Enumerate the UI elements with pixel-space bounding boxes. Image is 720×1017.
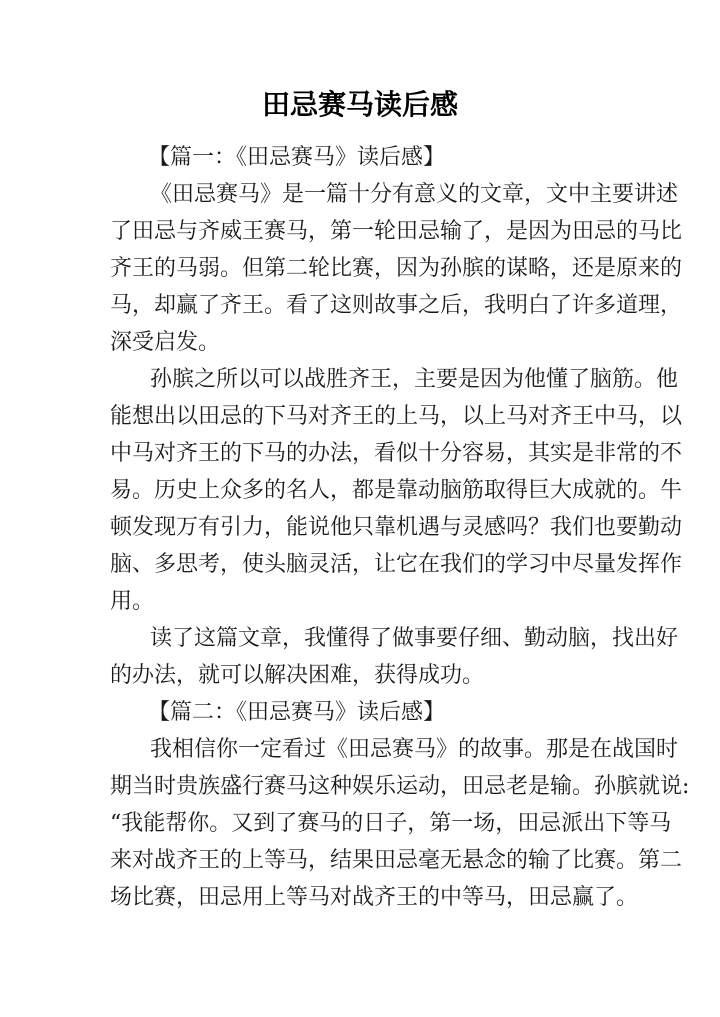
paragraph-line: 易。历史上众多的名人，都是靠动脑筋取得巨大成就的。牛: [110, 478, 683, 503]
paragraph-line: 用。: [110, 589, 155, 614]
paragraph-line: 期当时贵族盛行赛马这种娱乐运动，田忌老是输。孙膑就说:: [110, 774, 690, 799]
paragraph-line: 能想出以田忌的下马对齐王的上马，以上马对齐王中马，以: [110, 404, 683, 429]
section-heading: 【篇二：《田忌赛马》读后感】: [148, 700, 446, 725]
paragraph-line: 读了这篇文章，我懂得了做事要仔细、勤动脑，找出好: [150, 626, 679, 651]
document-title: 田忌赛马读后感: [261, 88, 458, 121]
section-heading: 【篇一：《田忌赛马》读后感】: [148, 145, 446, 170]
paragraph-line: 的办法，就可以解决困难，获得成功。: [110, 663, 485, 688]
paragraph-line: 我相信你一定看过《田忌赛马》的故事。那是在战国时: [150, 737, 679, 762]
paragraph-line: 顿发现万有引力，能说他只靠机遇与灵感吗？我们也要勤动: [110, 515, 683, 540]
paragraph-line: 中马对齐王的下马的办法，看似十分容易，其实是非常的不: [110, 441, 683, 466]
paragraph-line: 马，却赢了齐王。看了这则故事之后，我明白了许多道理，: [110, 293, 683, 318]
paragraph-line: 来对战齐王的上等马，结果田忌毫无悬念的输了比赛。第二: [110, 848, 683, 873]
paragraph-line: 脑、多思考，使头脑灵活，让它在我们的学习中尽量发挥作: [110, 552, 683, 577]
paragraph-line: 孙膑之所以可以战胜齐王，主要是因为他懂了脑筋。他: [150, 367, 679, 392]
paragraph-line: 深受启发。: [110, 330, 221, 355]
paragraph-line: 齐王的马弱。但第二轮比赛，因为孙膑的谋略，还是原来的: [110, 256, 683, 281]
paragraph-line: 《田忌赛马》是一篇十分有意义的文章，文中主要讲述: [150, 182, 679, 207]
paragraph-line: “我能帮你。又到了赛马的日子，第一场，田忌派出下等马: [110, 811, 672, 836]
paragraph-line: 场比赛，田忌用上等马对战齐王的中等马，田忌赢了。: [110, 885, 639, 910]
paragraph-line: 了田忌与齐威王赛马，第一轮田忌输了，是因为田忌的马比: [110, 219, 683, 244]
document-body: [110, 139, 690, 916]
